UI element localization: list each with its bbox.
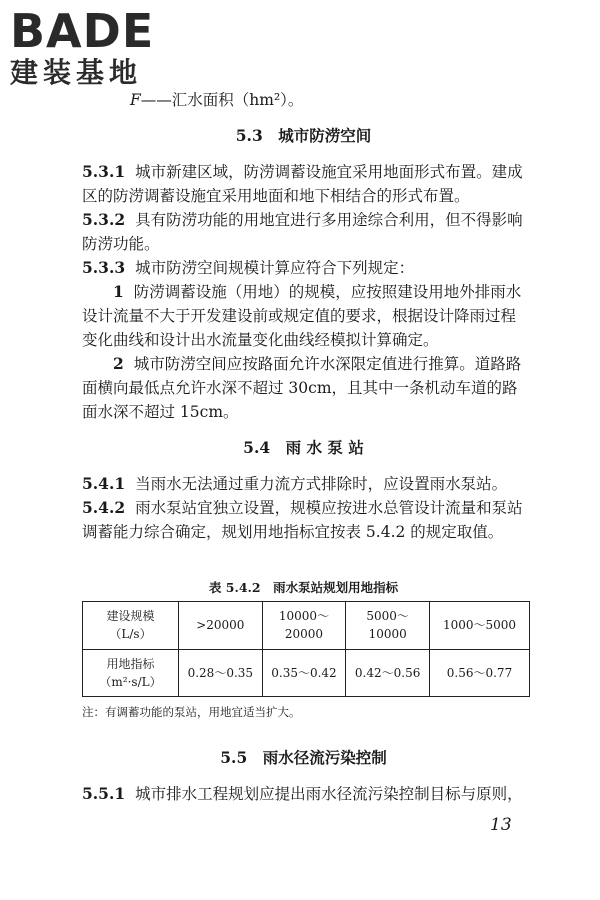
row-label: 建设规模 <box>106 609 155 624</box>
table-row <box>83 602 530 650</box>
logo-brand: BADE <box>10 4 155 58</box>
clause-text: 雨水泵站宜独立设置，规模应按进水总管设计流量和泵站调蓄能力综合确定，规划用地指标宜按表 5.4.2 的规定取值。 <box>82 499 523 541</box>
clause-text: 城市防涝空间规模计算应符合下列规定： <box>135 259 415 277</box>
table-cell: 5000～10000 <box>346 602 430 650</box>
clause-number: 5.3.1 <box>82 162 126 181</box>
table-note: 注：有调蓄功能的泵站，用地宜适当扩大。 <box>82 705 301 719</box>
clause-5-5-1 <box>82 782 525 806</box>
clause-5-3-3 <box>82 256 525 280</box>
clause-number: 5.4.1 <box>82 474 126 493</box>
clause-number: 5.5.1 <box>82 784 126 803</box>
clause-5-4-1 <box>82 472 525 496</box>
clause-5-3-1 <box>82 160 525 208</box>
clause-text: 城市新建区域，防涝调蓄设施宜采用地面形式布置。建成区的防涝调蓄设施宜采用地面和地下相结合的形式布置。 <box>82 163 523 205</box>
item-text: 城市防涝空间应按路面允许水深限定值进行推算。道路路面横向最低点允许水深不超过 30cm，且其中一条机动车道的路面水深不超过 15cm。 <box>82 355 522 421</box>
formula-text: ——汇水面积（hm²）。 <box>140 91 304 109</box>
row-unit: （m²·s/L） <box>99 674 162 689</box>
table-cell: 10000～20000 <box>262 602 346 650</box>
table-cell: >20000 <box>179 602 263 650</box>
clause-5-4-2 <box>82 496 525 544</box>
table-cell: 1000～5000 <box>430 602 530 650</box>
land-index-table <box>82 601 530 697</box>
clause-text: 具有防涝功能的用地宜进行多用途综合利用，但不得影响防涝功能。 <box>82 211 523 253</box>
table-cell: 0.42～0.56 <box>346 649 430 697</box>
formula-definition <box>130 88 525 112</box>
table-caption: 表 5.4.2 雨水泵站规划用地指标 <box>208 580 399 595</box>
clause-5-3-2 <box>82 208 525 256</box>
clause-text: 当雨水无法通过重力流方式排除时，应设置雨水泵站。 <box>135 475 508 493</box>
row-label: 用地指标 <box>106 656 155 671</box>
table-cell: 0.56～0.77 <box>430 649 530 697</box>
clause-number: 5.3.2 <box>82 210 126 229</box>
bade-logo <box>10 4 185 92</box>
section-5-5-title: 5.5 雨水径流污染控制 <box>220 748 387 767</box>
table-cell: 0.28～0.35 <box>179 649 263 697</box>
clause-item-1 <box>82 280 525 352</box>
table-row <box>83 649 530 697</box>
section-5-3-title: 5.3 城市防涝空间 <box>235 126 372 145</box>
row-header <box>83 649 179 697</box>
clause-item-2 <box>82 352 525 424</box>
item-number: 1 <box>113 282 124 301</box>
clause-text: 城市排水工程规划应提出雨水径流污染控制目标与原则， <box>135 785 523 803</box>
section-5-4-title: 5.4 雨 水 泵 站 <box>243 438 364 457</box>
row-unit: （L/s） <box>109 627 152 642</box>
table-cell: 0.35～0.42 <box>262 649 346 697</box>
item-number: 2 <box>113 354 124 373</box>
logo-subtitle: 建装基地 <box>10 56 143 89</box>
item-text: 防涝调蓄设施（用地）的规模，应按照建设用地外排雨水设计流量不大于开发建设前或规定值的要求，根据设计降雨过程变化曲线和设计出水流量变化曲线经模拟计算确定。 <box>82 283 522 349</box>
clause-number: 5.3.3 <box>82 258 126 277</box>
row-header <box>83 602 179 650</box>
clause-number: 5.4.2 <box>82 498 126 517</box>
formula-symbol: F <box>130 91 141 109</box>
page-number: 13 <box>490 815 512 835</box>
